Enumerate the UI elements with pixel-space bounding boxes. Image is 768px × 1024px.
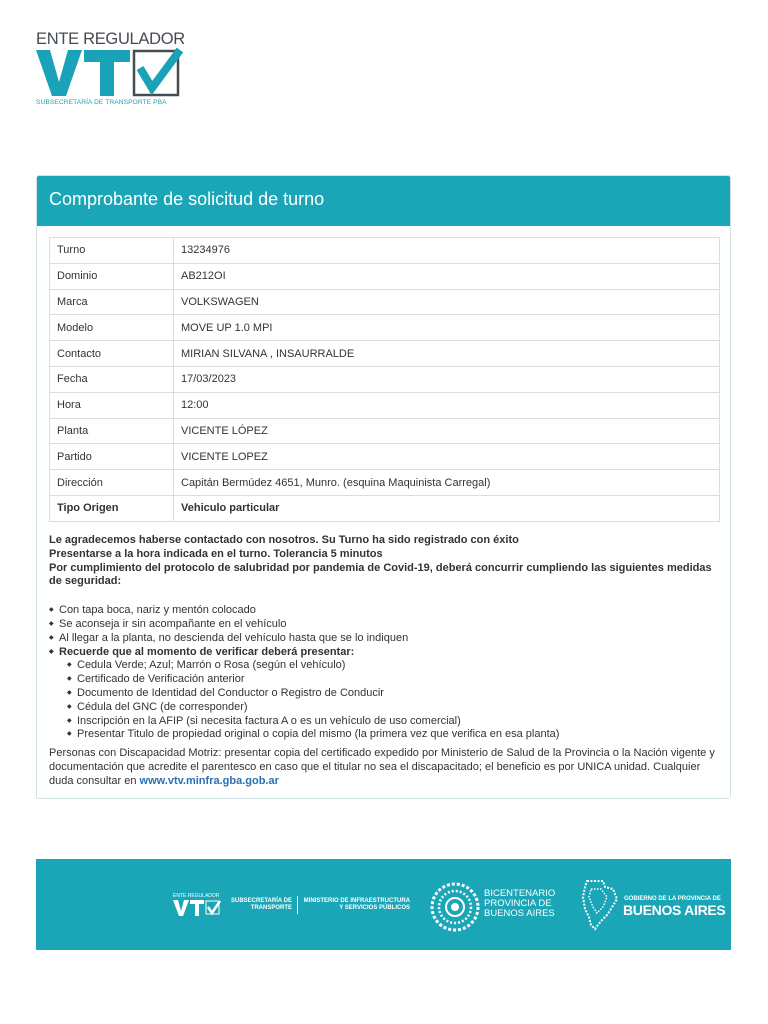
- covid-list: [49, 604, 721, 659]
- row-value: 13234976: [174, 238, 720, 264]
- table-row: [50, 495, 720, 521]
- row-label: Dirección: [50, 470, 174, 496]
- row-label: Planta: [50, 418, 174, 444]
- list-item: ◆ Al llegar a la planta, no descienda del vehículo hasta que se lo indiquen: [49, 632, 721, 646]
- row-value: Vehiculo particular: [174, 495, 720, 521]
- table-row: [50, 444, 720, 470]
- list-item: ◆ Cedula Verde; Azul; Marrón o Rosa (según el vehículo): [67, 659, 721, 673]
- bicentenario-line-1: BICENTENARIO: [484, 888, 556, 899]
- row-label: Modelo: [50, 315, 174, 341]
- row-value: Capitán Bermúdez 4651, Munro. (esquina Maquinista Carregal): [174, 470, 720, 496]
- table-row: [50, 366, 720, 392]
- province-map-icon: [581, 879, 619, 931]
- row-label: Dominio: [50, 263, 174, 289]
- table-row: [50, 315, 720, 341]
- row-value: AB212OI: [174, 263, 720, 289]
- vtv-website-link[interactable]: www.vtv.minfra.gba.gob.ar: [139, 774, 279, 787]
- disability-note: [49, 747, 721, 788]
- docs-list: [67, 659, 721, 742]
- list-item: ◆ Certificado de Verificación anterior: [67, 673, 721, 687]
- row-value: 17/03/2023: [174, 366, 720, 392]
- footer-ministerio: MINISTERIO DE INFRAESTRUCTURA Y SERVICIOS PÚBLICOS: [303, 898, 410, 911]
- row-value: VICENTE LOPEZ: [174, 444, 720, 470]
- card-header: [37, 176, 730, 226]
- turno-card: [36, 175, 731, 799]
- list-item: ◆ Inscripción en la AFIP (si necesita factura A o es un vehículo de uso comercial): [67, 715, 721, 729]
- row-label: Fecha: [50, 366, 174, 392]
- buenos-aires-text: BUENOS AIRES: [623, 902, 726, 918]
- row-label: Tipo Origen: [50, 495, 174, 521]
- row-label: Turno: [50, 238, 174, 264]
- bicentenario-line-3: BUENOS AIRES: [484, 908, 555, 919]
- row-value: VOLKSWAGEN: [174, 289, 720, 315]
- row-label: Contacto: [50, 341, 174, 367]
- table-row: [50, 418, 720, 444]
- vtv-logo: [34, 30, 184, 110]
- bicentenario-line-2: PROVINCIA DE: [484, 898, 552, 909]
- covid-text: Por cumplimiento del protocolo de salubridad por pandemia de Covid-19, deberá concurrir cumpliendo las siguientes medidas de seguridad:: [49, 561, 712, 588]
- list-item: ◆ Cédula del GNC (de corresponder): [67, 701, 721, 715]
- footer-vtv-mark-icon: [173, 900, 221, 916]
- footer-subsecretaria: SUBSECRETARÍA DE TRANSPORTE: [230, 898, 292, 911]
- bicentenario-emblem-icon: [429, 881, 481, 933]
- row-value: VICENTE LÓPEZ: [174, 418, 720, 444]
- table-row: [50, 470, 720, 496]
- row-value: MIRIAN SILVANA , INSAURRALDE: [174, 341, 720, 367]
- row-label: Hora: [50, 392, 174, 418]
- row-value: 12:00: [174, 392, 720, 418]
- instructions: [49, 534, 721, 789]
- footer-banner: [36, 859, 731, 950]
- remember-text: ◆ Recuerde que al momento de verificar deberá presentar:: [49, 646, 721, 660]
- bicentenario-text: [484, 889, 555, 919]
- row-value: MOVE UP 1.0 MPI: [174, 315, 720, 341]
- card-title: Comprobante de solicitud de turno: [49, 189, 325, 209]
- logo-title: ENTE REGULADOR: [36, 30, 185, 48]
- table-row: [50, 289, 720, 315]
- list-item: ◆ Con tapa boca, nariz y mentón colocado: [49, 604, 721, 618]
- table-row: [50, 263, 720, 289]
- list-item: ◆ Se aconseja ir sin acompañante en el vehículo: [49, 618, 721, 632]
- logo-subtitle: SUBSECRETARÍA DE TRANSPORTE PBA: [36, 99, 167, 106]
- row-label: Partido: [50, 444, 174, 470]
- table-row: [50, 392, 720, 418]
- row-label: Marca: [50, 289, 174, 315]
- footer-vtv-title: ENTE REGULADOR: [173, 893, 220, 899]
- gobierno-text: GOBIERNO DE LA PROVINCIA DE: [624, 896, 721, 902]
- disability-text: Personas con Discapacidad Motriz: presentar copia del certificado expedido por Ministerio de Salud de la Provincia o la Nación vigente y documentación que acredite el parentesco en caso que el titular no sea el discapacitado; el beneficio es por UNICA unidad. Cualquier duda consultar en: [49, 747, 715, 787]
- table-row: [50, 238, 720, 264]
- table-row: [50, 341, 720, 367]
- turno-info-table: [49, 237, 720, 522]
- list-item: ◆ Documento de Identidad del Conductor o Registro de Conducir: [67, 687, 721, 701]
- list-item: ◆ Presentar Titulo de propiedad original o copia del mismo (la primera vez que verifica en esa planta): [67, 728, 721, 742]
- thanks-text: Le agradecemos haberse contactado con nosotros. Su Turno ha sido registrado con éxito: [49, 534, 519, 546]
- footer-divider: [297, 896, 298, 914]
- vtv-mark-icon: [34, 48, 184, 98]
- tolerance-text: Presentarse a la hora indicada en el turno. Tolerancia 5 minutos: [49, 547, 383, 560]
